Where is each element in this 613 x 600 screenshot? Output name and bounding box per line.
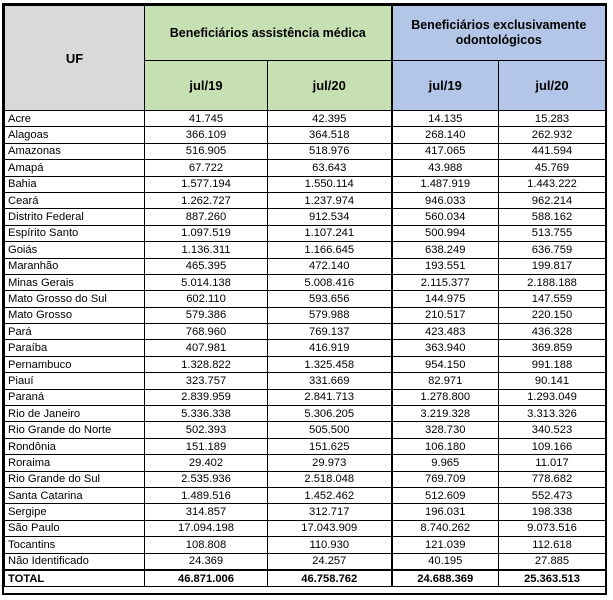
dental-jul19-cell: 417.065 [392, 143, 499, 159]
medical-jul20-cell: 1.107.241 [268, 225, 392, 241]
dental-jul20-cell: 198.338 [499, 504, 606, 520]
medical-jul20-cell: 1.550.114 [268, 176, 392, 192]
state-name-cell: Espírito Santo [5, 225, 145, 241]
state-name-total-cell: TOTAL [5, 570, 145, 587]
state-name-cell: Santa Catarina [5, 487, 145, 503]
medical-jul20-cell: 29.973 [268, 455, 392, 471]
dental-group-header: Beneficiários exclusivamente odontológicos [392, 6, 606, 61]
medical-jul19-cell: 516.905 [145, 143, 268, 159]
dental-jul20-cell: 636.759 [499, 242, 606, 258]
state-name-cell: Rio de Janeiro [5, 406, 145, 422]
state-name-cell: Tocantins [5, 537, 145, 553]
table-row [5, 504, 606, 520]
dental-jul20-cell: 962.214 [499, 192, 606, 208]
dental-jul19-cell: 8.740.262 [392, 520, 499, 536]
dental-jul19-cell: 512.609 [392, 487, 499, 503]
table-row [5, 258, 606, 274]
medical-jul20-cell: 5.008.416 [268, 274, 392, 290]
dental-jul20-cell: 513.755 [499, 225, 606, 241]
dental-jul20-header: jul/20 [499, 61, 606, 111]
table-row [5, 356, 606, 372]
dental-jul19-cell: 14.135 [392, 111, 499, 127]
medical-jul20-cell: 5.306.205 [268, 406, 392, 422]
medical-jul19-cell: 108.808 [145, 537, 268, 553]
medical-jul20-cell: 912.534 [268, 209, 392, 225]
medical-jul20-cell: 579.988 [268, 307, 392, 323]
dental-jul20-cell: 220.150 [499, 307, 606, 323]
dental-jul20-cell: 588.162 [499, 209, 606, 225]
medical-jul20-cell: 312.717 [268, 504, 392, 520]
medical-jul19-cell: 67.722 [145, 160, 268, 176]
dental-jul20-cell: 147.559 [499, 291, 606, 307]
dental-jul20-cell: 9.073.516 [499, 520, 606, 536]
table-row [5, 373, 606, 389]
medical-jul20-cell: 2.841.713 [268, 389, 392, 405]
medical-jul19-cell: 1.489.516 [145, 487, 268, 503]
medical-jul19-cell: 502.393 [145, 422, 268, 438]
medical-jul19-cell: 5.336.338 [145, 406, 268, 422]
dental-jul19-cell: 328.730 [392, 422, 499, 438]
dental-jul19-cell: 196.031 [392, 504, 499, 520]
medical-jul19-cell: 24.369 [145, 553, 268, 570]
state-name-cell: Alagoas [5, 127, 145, 143]
medical-jul19-cell: 5.014.138 [145, 274, 268, 290]
dental-jul20-cell: 441.594 [499, 143, 606, 159]
state-name-cell: Rio Grande do Norte [5, 422, 145, 438]
state-name-cell: Não Identificado [5, 553, 145, 570]
uf-column-header: UF [5, 6, 145, 111]
state-name-cell: Piauí [5, 373, 145, 389]
state-name-cell: Pará [5, 324, 145, 340]
dental-jul20-total-cell: 25.363.513 [499, 570, 606, 587]
medical-jul20-cell: 769.137 [268, 324, 392, 340]
table-row [5, 209, 606, 225]
medical-jul20-total-cell: 46.758.762 [268, 570, 392, 587]
medical-jul20-cell: 2.518.048 [268, 471, 392, 487]
table-row [5, 537, 606, 553]
dental-jul19-header: jul/19 [392, 61, 499, 111]
state-name-cell: Paraná [5, 389, 145, 405]
medical-jul20-cell: 17.043.909 [268, 520, 392, 536]
dental-jul19-cell: 144.975 [392, 291, 499, 307]
medical-jul19-cell: 1.262.727 [145, 192, 268, 208]
table-row [5, 389, 606, 405]
dental-jul20-cell: 27.885 [499, 553, 606, 570]
medical-jul20-cell: 518.976 [268, 143, 392, 159]
dental-jul20-cell: 199.817 [499, 258, 606, 274]
medical-jul19-cell: 768.960 [145, 324, 268, 340]
table-row [5, 324, 606, 340]
table-row [5, 143, 606, 159]
dental-jul19-cell: 769.709 [392, 471, 499, 487]
state-name-cell: Goiás [5, 242, 145, 258]
dental-jul19-cell: 1.278.800 [392, 389, 499, 405]
state-name-cell: Mato Grosso [5, 307, 145, 323]
dental-jul19-cell: 82.971 [392, 373, 499, 389]
table-row [5, 438, 606, 454]
table-row [5, 242, 606, 258]
dental-jul20-cell: 991.188 [499, 356, 606, 372]
beneficiaries-table-frame [2, 3, 607, 595]
medical-jul20-cell: 505.500 [268, 422, 392, 438]
state-name-cell: Maranhão [5, 258, 145, 274]
dental-jul20-cell: 552.473 [499, 487, 606, 503]
dental-jul20-cell: 369.859 [499, 340, 606, 356]
dental-jul20-cell: 45.769 [499, 160, 606, 176]
table-row [5, 455, 606, 471]
table-row [5, 291, 606, 307]
dental-jul19-cell: 1.487.919 [392, 176, 499, 192]
dental-jul19-cell: 638.249 [392, 242, 499, 258]
table-body [5, 111, 606, 587]
state-name-cell: Roraima [5, 455, 145, 471]
table-row [5, 176, 606, 192]
medical-jul19-cell: 1.136.311 [145, 242, 268, 258]
dental-jul20-cell: 90.141 [499, 373, 606, 389]
table-row [5, 487, 606, 503]
state-name-cell: Distrito Federal [5, 209, 145, 225]
medical-jul20-cell: 593.656 [268, 291, 392, 307]
state-name-cell: Bahia [5, 176, 145, 192]
table-row [5, 127, 606, 143]
medical-jul19-cell: 2.839.959 [145, 389, 268, 405]
medical-jul19-cell: 366.109 [145, 127, 268, 143]
state-name-cell: Pernambuco [5, 356, 145, 372]
medical-jul20-cell: 1.166.645 [268, 242, 392, 258]
table-row [5, 471, 606, 487]
medical-jul20-cell: 416.919 [268, 340, 392, 356]
state-name-cell: Acre [5, 111, 145, 127]
beneficiaries-table [4, 5, 606, 587]
medical-jul20-header: jul/20 [268, 61, 392, 111]
dental-jul20-cell: 3.313.326 [499, 406, 606, 422]
medical-jul20-cell: 24.257 [268, 553, 392, 570]
dental-jul20-cell: 778.682 [499, 471, 606, 487]
medical-jul19-cell: 602.110 [145, 291, 268, 307]
dental-jul20-cell: 436.328 [499, 324, 606, 340]
medical-jul19-cell: 1.577.194 [145, 176, 268, 192]
dental-jul19-cell: 423.483 [392, 324, 499, 340]
table-row [5, 406, 606, 422]
dental-jul19-cell: 500.994 [392, 225, 499, 241]
dental-jul19-cell: 210.517 [392, 307, 499, 323]
medical-jul20-cell: 364.518 [268, 127, 392, 143]
dental-jul19-cell: 40.195 [392, 553, 499, 570]
medical-jul19-cell: 407.981 [145, 340, 268, 356]
dental-jul20-cell: 109.166 [499, 438, 606, 454]
table-row [5, 520, 606, 536]
medical-jul19-cell: 1.328.822 [145, 356, 268, 372]
medical-jul19-cell: 29.402 [145, 455, 268, 471]
state-name-cell: Rio Grande do Sul [5, 471, 145, 487]
state-name-cell: Mato Grosso do Sul [5, 291, 145, 307]
dental-jul20-cell: 1.293.049 [499, 389, 606, 405]
state-name-cell: Amazonas [5, 143, 145, 159]
dental-jul19-cell: 954.150 [392, 356, 499, 372]
table-row [5, 553, 606, 570]
medical-jul20-cell: 110.930 [268, 537, 392, 553]
state-name-cell: Amapá [5, 160, 145, 176]
medical-jul19-cell: 887.260 [145, 209, 268, 225]
medical-jul20-cell: 151.625 [268, 438, 392, 454]
state-name-cell: Ceará [5, 192, 145, 208]
medical-jul19-cell: 1.097.519 [145, 225, 268, 241]
dental-jul20-cell: 2.188.188 [499, 274, 606, 290]
dental-jul19-cell: 268.140 [392, 127, 499, 143]
state-name-cell: São Paulo [5, 520, 145, 536]
medical-jul19-cell: 323.757 [145, 373, 268, 389]
medical-jul20-cell: 1.237.974 [268, 192, 392, 208]
medical-jul20-cell: 1.452.462 [268, 487, 392, 503]
table-row [5, 160, 606, 176]
dental-jul19-cell: 363.940 [392, 340, 499, 356]
medical-jul19-cell: 41.745 [145, 111, 268, 127]
medical-group-header: Beneficiários assistência médica [145, 6, 392, 61]
medical-jul19-cell: 579.386 [145, 307, 268, 323]
table-row [5, 422, 606, 438]
medical-jul19-total-cell: 46.871.006 [145, 570, 268, 587]
table-row [5, 340, 606, 356]
medical-jul19-header: jul/19 [145, 61, 268, 111]
dental-jul19-cell: 946.033 [392, 192, 499, 208]
medical-jul20-cell: 63.643 [268, 160, 392, 176]
state-name-cell: Sergipe [5, 504, 145, 520]
dental-jul19-cell: 2.115.377 [392, 274, 499, 290]
medical-jul20-cell: 472.140 [268, 258, 392, 274]
medical-jul20-cell: 331.669 [268, 373, 392, 389]
dental-jul19-cell: 106.180 [392, 438, 499, 454]
dental-jul19-cell: 43.988 [392, 160, 499, 176]
dental-jul20-cell: 15.283 [499, 111, 606, 127]
table-row [5, 225, 606, 241]
dental-jul19-cell: 193.551 [392, 258, 499, 274]
dental-jul20-cell: 262.932 [499, 127, 606, 143]
table-row [5, 307, 606, 323]
medical-jul19-cell: 17.094.198 [145, 520, 268, 536]
medical-jul19-cell: 151.189 [145, 438, 268, 454]
dental-jul20-cell: 1.443.222 [499, 176, 606, 192]
medical-jul19-cell: 465.395 [145, 258, 268, 274]
state-name-cell: Rondônia [5, 438, 145, 454]
state-name-cell: Minas Gerais [5, 274, 145, 290]
dental-jul20-cell: 340.523 [499, 422, 606, 438]
medical-jul20-cell: 42.395 [268, 111, 392, 127]
table-row [5, 192, 606, 208]
table-row [5, 111, 606, 127]
medical-jul19-cell: 314.857 [145, 504, 268, 520]
state-name-cell: Paraíba [5, 340, 145, 356]
total-row [5, 570, 606, 587]
medical-jul19-cell: 2.535.936 [145, 471, 268, 487]
dental-jul20-cell: 11.017 [499, 455, 606, 471]
table-row [5, 274, 606, 290]
dental-jul19-cell: 3.219.328 [392, 406, 499, 422]
dental-jul19-cell: 9.965 [392, 455, 499, 471]
dental-jul19-cell: 121.039 [392, 537, 499, 553]
dental-jul19-cell: 560.034 [392, 209, 499, 225]
medical-jul20-cell: 1.325.458 [268, 356, 392, 372]
dental-jul19-total-cell: 24.688.369 [392, 570, 499, 587]
dental-jul20-cell: 112.618 [499, 537, 606, 553]
